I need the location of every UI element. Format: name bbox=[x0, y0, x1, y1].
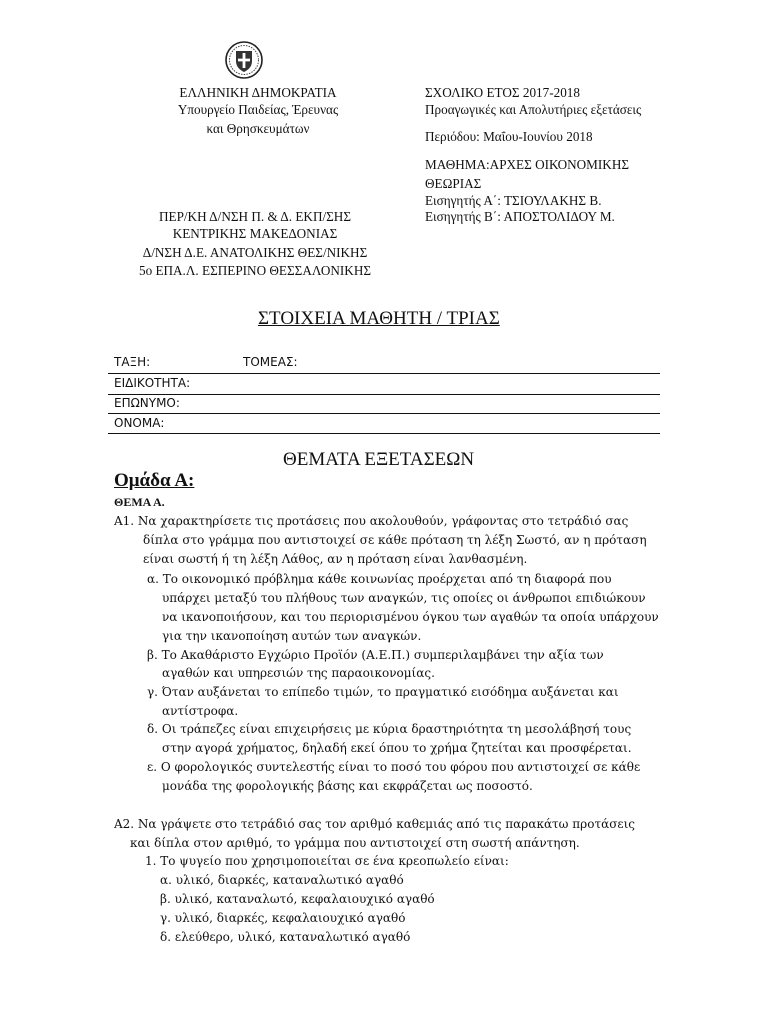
a1-intro-line: δίπλα στο γράμμα που αντιστοιχεί σε κάθε πρόταση τη λέξη Σωστό, αν η πρόταση bbox=[143, 533, 647, 547]
exam-type: Προαγωγικές και Απολυτήριες εξετάσεις bbox=[425, 102, 642, 117]
class-label: ΤΑΞΗ: bbox=[114, 355, 151, 369]
a1-item-a: α. Το οικονομικό πρόβλημα κάθε κοινωνίας προέρχεται από τη διαφορά που bbox=[147, 572, 612, 586]
header-regional-direction: ΠΕΡ/ΚΗ Δ/ΝΣΗ Π. & Δ. ΕΚΠ/ΣΗΣ bbox=[158, 209, 352, 224]
a1-item-b: β. Το Ακαθάριστο Εγχώριο Προϊόν (Α.Ε.Π.) συμπεριλαμβάνει την αξία των bbox=[147, 648, 604, 662]
a1-item-e-cont: μονάδα της φορολογικής βάσης και εκφράζεται ως ποσοστό. bbox=[162, 779, 533, 793]
a2-option: α. υλικό, διαρκές, καταναλωτικό αγαθό bbox=[160, 873, 404, 887]
examiner-b: Εισηγητής Β΄: ΑΠΟΣΤΟΛΙΔΟΥ Μ. bbox=[425, 209, 615, 224]
header-secondary-direction: Δ/ΝΣΗ Δ.Ε. ΑΝΑΤΟΛΙΚΗΣ ΘΕΣ/ΝΙΚΗΣ bbox=[142, 245, 368, 260]
specialty-label: ΕΙΔΙΚΟΤΗΤΑ: bbox=[114, 376, 191, 390]
header-country: ΕΛΛΗΝΙΚΗ ΔΗΜΟΚΡΑΤΙΑ bbox=[179, 85, 337, 100]
header-ministry: Υπουργείο Παιδείας, Έρευνας bbox=[177, 102, 339, 117]
a1-item-c: γ. Όταν αυξάνεται το επίπεδο τιμών, το πραγματικό εισόδημα αυξάνεται και bbox=[147, 685, 619, 699]
school-year: ΣΧΟΛΙΚΟ ΕΤΟΣ 2017-2018 bbox=[425, 85, 580, 100]
field-divider bbox=[108, 394, 660, 395]
header-ministry-2: και Θρησκευμάτων bbox=[206, 121, 310, 136]
header-region: ΚΕΝΤΡΙΚΗΣ ΜΑΚΕΔΟΝΙΑΣ bbox=[172, 226, 338, 241]
group-heading: Ομάδα Α: bbox=[114, 470, 195, 491]
exam-period: Περιόδου: Μαΐου-Ιουνίου 2018 bbox=[425, 129, 593, 144]
a2-option: β. υλικό, καταναλωτό, κεφαλαιουχικό αγαθό bbox=[160, 892, 435, 906]
header-school: 5ο ΕΠΑ.Λ. ΕΣΠΕΡΙΝΟ ΘΕΣΣΑΛΟΝΙΚΗΣ bbox=[138, 263, 372, 278]
a1-intro-line: Α1. Να χαρακτηρίσετε τις προτάσεις που ακολουθούν, γράφοντας στο τετράδιό σας bbox=[114, 514, 629, 528]
a1-item-a-cont: να ικανοποιήσουν, και του περιορισμένου όγκου των αγαθών τα οποία υπάρχουν bbox=[162, 610, 659, 624]
a1-item-b-cont: αγαθών και υπηρεσιών της παραοικονομίας. bbox=[162, 666, 435, 680]
a2-option: γ. υλικό, διαρκές, κεφαλαιουχικό αγαθό bbox=[160, 911, 406, 925]
subject-line-1: ΜΑΘΗΜΑ:ΑΡΧΕΣ ΟΙΚΟΝΟΜΙΚΗΣ bbox=[425, 157, 630, 172]
theme-heading: ΘΕΜΑ Α. bbox=[114, 495, 165, 509]
a1-item-c-cont: αντίστροφα. bbox=[162, 704, 239, 718]
a1-intro-line: είναι σωστή ή τη λέξη Λάθος, αν η πρόταση είναι λανθασμένη. bbox=[143, 552, 528, 566]
sector-label: ΤΟΜΕΑΣ: bbox=[243, 355, 298, 369]
a1-item-a-cont: για την ικανοποίηση αυτών των αναγκών. bbox=[162, 629, 422, 643]
name-label: ΟΝΟΜΑ: bbox=[114, 416, 165, 430]
a2-question-1: 1. Το ψυγείο που χρησιμοποιείται σε ένα κρεοπωλείο είναι: bbox=[145, 854, 509, 868]
surname-label: ΕΠΩΝΥΜΟ: bbox=[114, 396, 180, 410]
field-divider bbox=[108, 433, 660, 434]
a2-intro-line: Α2. Να γράψετε στο τετράδιό σας τον αριθμό καθεμιάς από τις παρακάτω προτάσεις bbox=[114, 817, 636, 831]
student-details-title: ΣΤΟΙΧΕΙΑ ΜΑΘΗΤΗ / ΤΡΙΑΣ bbox=[258, 308, 500, 329]
field-divider bbox=[108, 373, 660, 374]
exam-title: ΘΕΜΑΤΑ ΕΞΕΤΑΣΕΩΝ bbox=[283, 449, 475, 470]
a2-intro-line: και δίπλα στον αριθμό, το γράμμα που αντιστοιχεί στη σωστή απάντηση. bbox=[130, 836, 580, 850]
field-divider bbox=[108, 413, 660, 414]
examiner-a: Εισηγητής Α΄: ΤΣΙΟΥΛΑΚΗΣ Β. bbox=[425, 193, 602, 208]
a1-item-e: ε. Ο φορολογικός συντελεστής είναι το ποσό του φόρου που αντιστοιχεί σε κάθε bbox=[147, 760, 641, 774]
a2-option: δ. ελεύθερο, υλικό, καταναλωτικό αγαθό bbox=[160, 930, 411, 944]
a1-item-a-cont: υπάρχει μεταξύ του πλήθους των αναγκών, τις οποίες οι άνθρωποι επιδιώκουν bbox=[162, 591, 646, 605]
a1-item-d-cont: στην αγορά χρήματος, δηλαδή εκεί όπου το χρήμα ζητείται και προσφέρεται. bbox=[162, 741, 632, 755]
greek-emblem-icon bbox=[224, 40, 264, 80]
a1-item-d: δ. Οι τράπεζες είναι επιχειρήσεις με κύρια δραστηριότητα τη μεσολάβησή τους bbox=[147, 722, 632, 736]
subject-line-2: ΘΕΩΡΙΑΣ bbox=[425, 176, 482, 191]
